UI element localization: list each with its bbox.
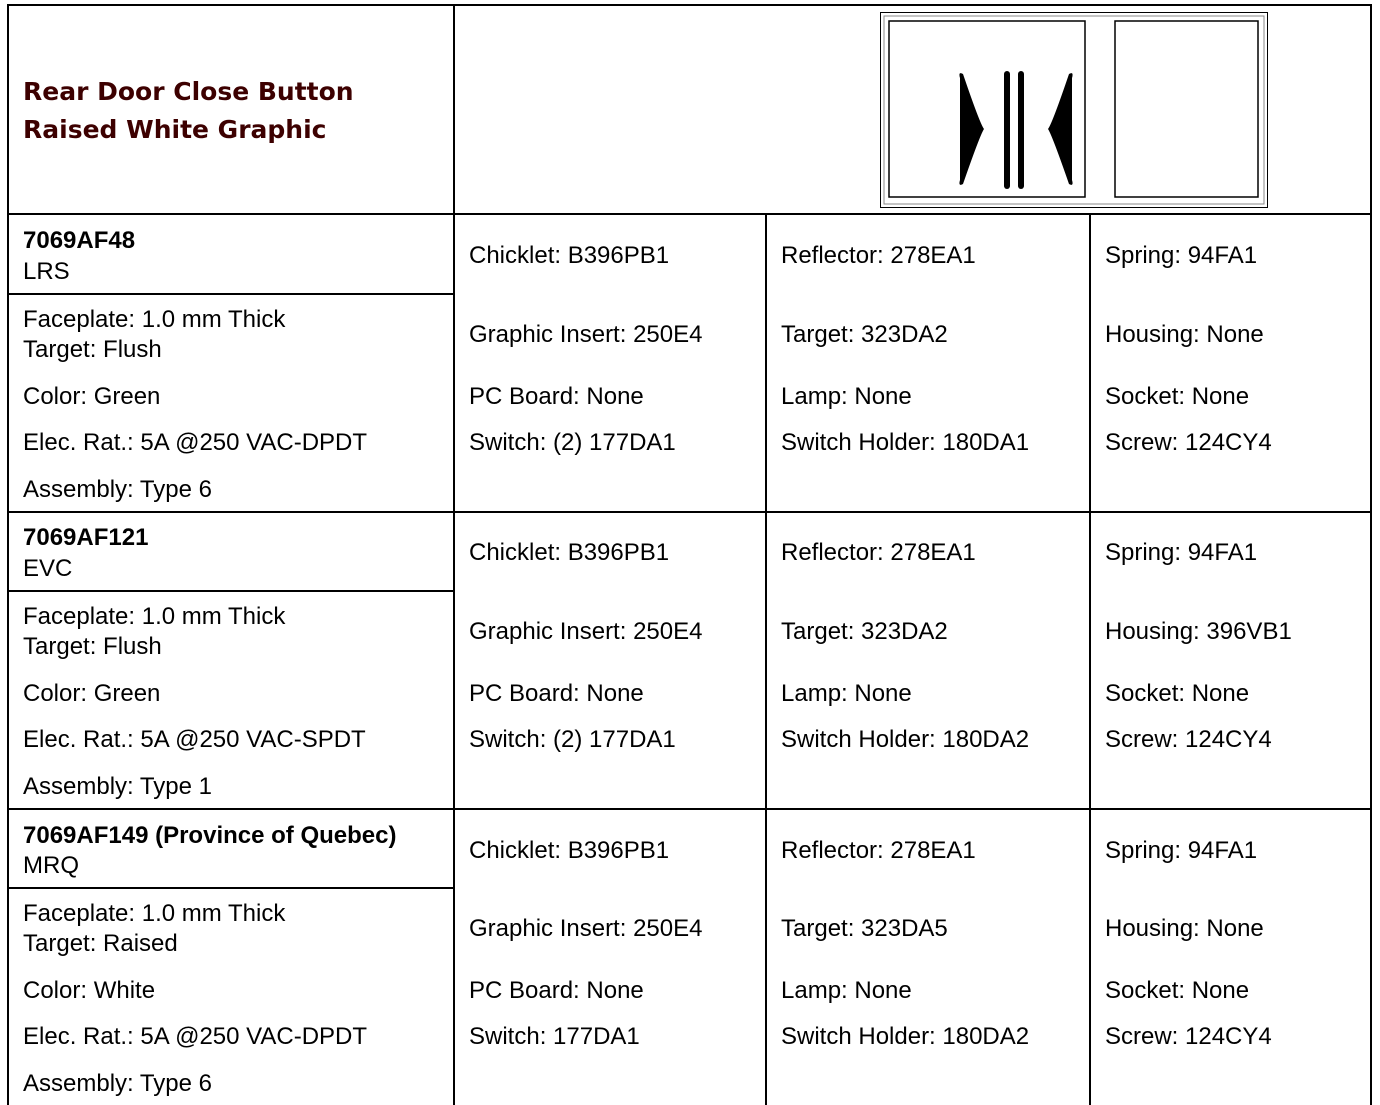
product-title-line2: Raised White Graphic bbox=[23, 115, 327, 144]
color-spec: Color: Green bbox=[23, 383, 161, 410]
part-number: 7069AF48 bbox=[23, 227, 136, 254]
part-code: LRS bbox=[23, 258, 70, 285]
socket-part: Socket: None bbox=[1105, 977, 1250, 1004]
electrical-rating: Elec. Rat.: 5A @250 VAC-DPDT bbox=[23, 1023, 368, 1050]
part-number-divider bbox=[7, 887, 455, 889]
part-number-divider bbox=[7, 293, 455, 295]
column-divider-2 bbox=[765, 213, 767, 1105]
door-close-icon bbox=[880, 12, 1268, 208]
product-title-line1: Rear Door Close Button bbox=[23, 77, 354, 106]
assembly-type: Assembly: Type 6 bbox=[23, 476, 212, 503]
electrical-rating: Elec. Rat.: 5A @250 VAC-DPDT bbox=[23, 429, 368, 456]
reflector-part: Reflector: 278EA1 bbox=[781, 837, 976, 864]
variant-divider bbox=[7, 808, 1372, 810]
reflector-part: Reflector: 278EA1 bbox=[781, 242, 976, 269]
color-spec: Color: Green bbox=[23, 680, 161, 707]
lamp-part: Lamp: None bbox=[781, 383, 912, 410]
color-spec: Color: White bbox=[23, 977, 156, 1004]
chicklet-part: Chicklet: B396PB1 bbox=[469, 539, 670, 566]
screw-part: Screw: 124CY4 bbox=[1105, 429, 1272, 456]
faceplate-spec: Faceplate: 1.0 mm Thick bbox=[23, 900, 286, 927]
lamp-part: Lamp: None bbox=[781, 680, 912, 707]
part-number-divider bbox=[7, 590, 455, 592]
spring-part: Spring: 94FA1 bbox=[1105, 837, 1258, 864]
pc-board-part: PC Board: None bbox=[469, 977, 644, 1004]
part-code: EVC bbox=[23, 555, 73, 582]
pc-board-part: PC Board: None bbox=[469, 383, 644, 410]
graphic-insert-part: Graphic Insert: 250E4 bbox=[469, 915, 703, 942]
screw-part: Screw: 124CY4 bbox=[1105, 1023, 1272, 1050]
target-part: Target: 323DA5 bbox=[781, 915, 948, 942]
chicklet-part: Chicklet: B396PB1 bbox=[469, 242, 670, 269]
socket-part: Socket: None bbox=[1105, 383, 1250, 410]
switch-holder-part: Switch Holder: 180DA1 bbox=[781, 429, 1030, 456]
screw-part: Screw: 124CY4 bbox=[1105, 726, 1272, 753]
target-part: Target: 323DA2 bbox=[781, 321, 948, 348]
table-border-right bbox=[1370, 4, 1372, 1105]
faceplate-spec: Faceplate: 1.0 mm Thick bbox=[23, 603, 286, 630]
target-spec: Target: Flush bbox=[23, 336, 162, 363]
part-number: 7069AF149 (Province of Quebec) bbox=[23, 822, 397, 849]
switch-holder-part: Switch Holder: 180DA2 bbox=[781, 726, 1030, 753]
electrical-rating: Elec. Rat.: 5A @250 VAC-SPDT bbox=[23, 726, 366, 753]
assembly-type: Assembly: Type 6 bbox=[23, 1070, 212, 1097]
housing-part: Housing: None bbox=[1105, 915, 1264, 942]
column-divider-3 bbox=[1089, 213, 1091, 1105]
target-part: Target: 323DA2 bbox=[781, 618, 948, 645]
variant-divider bbox=[7, 511, 1372, 513]
assembly-type: Assembly: Type 1 bbox=[23, 773, 212, 800]
graphic-insert-part: Graphic Insert: 250E4 bbox=[469, 321, 703, 348]
reflector-part: Reflector: 278EA1 bbox=[781, 539, 976, 566]
part-number: 7069AF121 bbox=[23, 524, 149, 551]
switch-part: Switch: 177DA1 bbox=[469, 1023, 640, 1050]
socket-part: Socket: None bbox=[1105, 680, 1250, 707]
spring-part: Spring: 94FA1 bbox=[1105, 539, 1258, 566]
product-title bbox=[23, 73, 354, 149]
spring-part: Spring: 94FA1 bbox=[1105, 242, 1258, 269]
switch-part: Switch: (2) 177DA1 bbox=[469, 429, 676, 456]
header-row-divider bbox=[7, 213, 1372, 215]
table-border-top bbox=[7, 4, 1372, 6]
housing-part: Housing: 396VB1 bbox=[1105, 618, 1292, 645]
graphic-insert-part: Graphic Insert: 250E4 bbox=[469, 618, 703, 645]
faceplate-spec: Faceplate: 1.0 mm Thick bbox=[23, 306, 286, 333]
chicklet-part: Chicklet: B396PB1 bbox=[469, 837, 670, 864]
switch-part: Switch: (2) 177DA1 bbox=[469, 726, 676, 753]
target-spec: Target: Flush bbox=[23, 633, 162, 660]
part-code: MRQ bbox=[23, 852, 79, 879]
pc-board-part: PC Board: None bbox=[469, 680, 644, 707]
column-divider-1 bbox=[453, 4, 455, 1105]
switch-holder-part: Switch Holder: 180DA2 bbox=[781, 1023, 1030, 1050]
lamp-part: Lamp: None bbox=[781, 977, 912, 1004]
target-spec: Target: Raised bbox=[23, 930, 178, 957]
table-border-left bbox=[7, 4, 9, 1105]
housing-part: Housing: None bbox=[1105, 321, 1264, 348]
